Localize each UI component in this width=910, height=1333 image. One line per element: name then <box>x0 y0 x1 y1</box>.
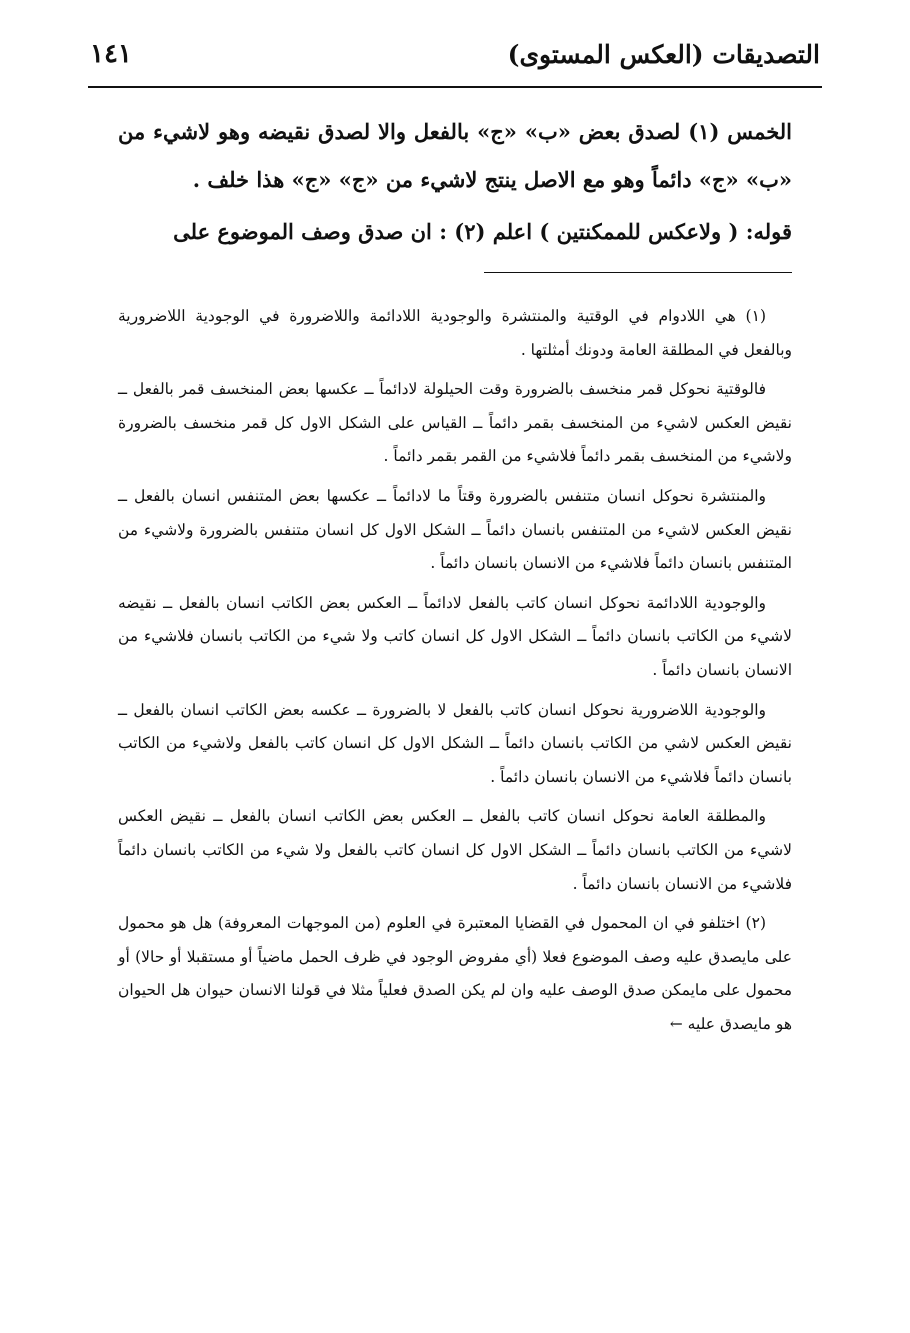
footnote-separator <box>484 272 792 273</box>
header-rule <box>88 86 822 88</box>
footnote-paragraph: (١) هي اللادوام في الوقتية والمنتشرة والوجودية اللادائمة واللاضرورة في الوجودية اللاضرورية وبالفعل في المطلقة العامة ودونك أمثلتها . <box>118 307 792 359</box>
page-header <box>90 32 820 76</box>
main-paragraph: قوله: ( ولاعكس للممكنتين ) اعلم (٢) : ان صدق وصف الموضوع على <box>173 219 792 244</box>
footnote-paragraph: والمنتشرة نحوكل انسان متنفس بالضرورة وقتاً ما لادائماً ــ عكسها بعض المتنفس انسان بالفعل ــ نقيض العكس لاشيء من المتنفس بانسان دائماً ــ الشكل الاول كل انسان متنفس بالضرورة ولاشيء من المتنفس بانسان دائماً فلاشيء من الانسان بانسان دائماً . <box>118 486 792 573</box>
footnotes <box>118 300 792 1041</box>
footnote-paragraph: (٢) اختلفو في ان المحمول في القضايا المعتبرة في العلوم (من الموجهات المعروفة) هل هو محمول على مايصدق عليه وصف الموضوع فعلا (أي مفروض الوجود في ظرف الحمل ماضياً أو مستقبلا أو حالا) أو محمول على مايمكن صدق الوصف عليه وان لم يكن الصدق فعلياً مثلا في قولنا الانسان حيوان هل الحيوان هو مايصدق عليه ← <box>118 914 792 1033</box>
footnote-paragraph: والمطلقة العامة نحوكل انسان كاتب بالفعل ــ العكس بعض الكاتب انسان بالفعل ــ نقيض العكس لاشيء من الكاتب بانسان دائماً ــ الشكل الاول كل انسان كاتب بالفعل ولا شيء من الكاتب بانسان دائماً فلاشيء من الانسان بانسان دائماً . <box>118 807 792 893</box>
footnote-paragraph: فالوقتية نحوكل قمر منخسف بالضرورة وقت الحيلولة لادائماً ــ عكسها بعض المنخسف قمر بالفعل ــ نقيض العكس لاشيء من المنخسف بقمر دائماً ــ القياس على الشكل الاول كل قمر منخسف بالضرورة ولاشيء من المنخسف بقمر دائماً فلاشيء من القمر بقمر دائماً . <box>118 380 792 466</box>
main-text <box>118 108 792 256</box>
footnote-paragraph: والوجودية اللادائمة نحوكل انسان كاتب بالفعل لادائماً ــ العكس بعض الكاتب انسان بالفعل ــ نقيضه لاشيء من الكاتب بانسان دائماً ــ الشكل الاول كل انسان كاتب ولا شيء من الكاتب بانسان فلاشيء من الانسان بانسان دائماً . <box>118 593 792 679</box>
footnote-paragraph: والوجودية اللاضرورية نحوكل انسان كاتب بالفعل لا بالضرورة ــ عكسه بعض الكاتب انسان بالفعل ــ نقيض العكس لاشي من الكاتب بانسان دائماً ــ الشكل الاول كل انسان كاتب بالفعل ولاشيء من الكاتب بانسان دائماً فلاشيء من الانسان بانسان دائماً . <box>118 700 792 786</box>
running-title: التصديقات (العكس المستوى) <box>507 39 820 69</box>
main-paragraph: الخمس (١) لصدق بعض «ب» «ج» بالفعل والا لصدق نقيضه وهو لاشيء من «ب» «ج» دائماً وهو مع الاصل ينتج لاشيء من «ج» «ج» هذا خلف . <box>118 119 793 192</box>
page-number: ١٤١ <box>90 39 132 69</box>
